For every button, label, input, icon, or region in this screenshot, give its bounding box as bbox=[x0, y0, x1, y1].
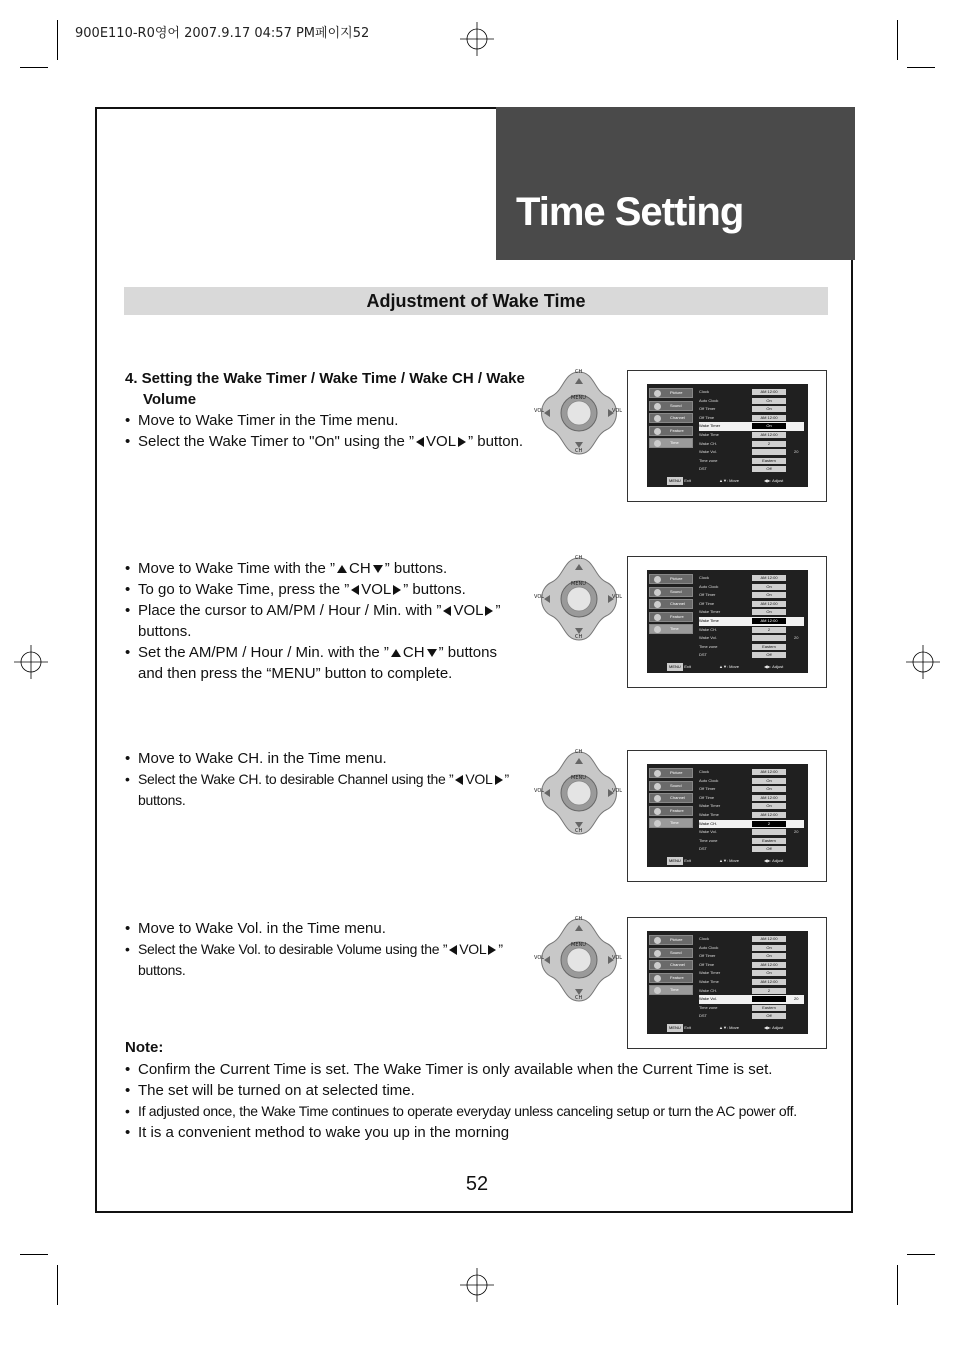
page-title: Time Setting bbox=[516, 190, 744, 234]
osd-row-value: On bbox=[752, 953, 786, 959]
osd-row bbox=[699, 634, 804, 643]
osd-tab-picture bbox=[649, 935, 693, 945]
remote-label-vol: VOL bbox=[534, 788, 545, 794]
osd-row-label: Wake Timer bbox=[699, 803, 721, 809]
osd-row bbox=[699, 995, 804, 1004]
osd-row bbox=[699, 600, 804, 609]
osd-row bbox=[699, 837, 804, 846]
osd-tab-sound bbox=[649, 781, 693, 791]
osd-footer-text: ▲▼: Move bbox=[719, 858, 739, 863]
osd-footer-text: MENU bbox=[669, 478, 681, 483]
osd-tab-label: Picture bbox=[670, 576, 683, 581]
osd-footer-text: MENU bbox=[669, 858, 681, 863]
osd-row-label: Time zone bbox=[699, 643, 718, 649]
osd-tab-label: Channel bbox=[670, 415, 685, 420]
remote-dpad-icon bbox=[534, 748, 624, 838]
registration-mark-icon bbox=[460, 1268, 494, 1302]
osd-tab-label: Picture bbox=[670, 390, 683, 395]
osd-tab-label: Feature bbox=[670, 974, 684, 980]
osd-row bbox=[699, 448, 804, 457]
osd-row bbox=[699, 969, 804, 978]
list-item: • Select the Wake Timer to "On" using the ” VOL ” button. bbox=[125, 431, 545, 452]
osd-row bbox=[699, 422, 804, 431]
osd-row-value: Off bbox=[752, 652, 786, 658]
osd-footer-text: MENU bbox=[669, 1025, 681, 1030]
osd-tab-time bbox=[649, 818, 693, 828]
print-header: 900E110-R0영어 2007.9.17 04:57 PM페이지52 bbox=[75, 26, 370, 41]
osd-row-label: Auto Clock bbox=[699, 944, 719, 950]
osd-row bbox=[699, 961, 804, 970]
osd-row-value: Eastern bbox=[752, 458, 786, 464]
osd-row-label: Off Timer bbox=[699, 786, 716, 792]
osd-row-value: AM 12:00 bbox=[752, 618, 786, 624]
remote-label-vol: VOL bbox=[612, 788, 623, 794]
osd-tab-icon bbox=[654, 808, 661, 815]
down-arrow-icon bbox=[427, 649, 437, 657]
remote-label-menu: MENU bbox=[571, 775, 586, 781]
osd-tab-feature bbox=[649, 426, 693, 436]
list-item: • Move to Wake Time with the ” CH ” buttons. bbox=[125, 558, 525, 579]
osd-row bbox=[699, 768, 804, 777]
osd-footer-text: ◀▶: Adjust bbox=[764, 858, 784, 863]
osd-row-value: On bbox=[752, 398, 786, 404]
left-arrow-icon bbox=[443, 606, 451, 616]
osd-row-label: Time zone bbox=[699, 837, 718, 843]
osd-row-label: Clock bbox=[699, 936, 710, 941]
remote-label-ch: CH bbox=[575, 749, 583, 755]
osd-tab-icon bbox=[654, 937, 661, 944]
osd-row-label: Wake Time bbox=[699, 618, 719, 623]
osd-row-value: AM 12:00 bbox=[752, 389, 786, 395]
osd-row bbox=[699, 626, 804, 635]
crop-mark bbox=[57, 20, 58, 60]
remote-label-vol: VOL bbox=[612, 955, 623, 961]
osd-tab-icon bbox=[654, 576, 661, 583]
osd-footer-text: ▲▼: Move bbox=[719, 1025, 739, 1030]
right-arrow-icon bbox=[488, 945, 496, 955]
osd-row-label: Wake Vol. bbox=[699, 829, 717, 835]
list-item: • To go to Wake Time, press the ” VOL ” buttons. bbox=[125, 579, 525, 600]
remote-label-ch: CH bbox=[575, 555, 583, 561]
osd-row-number: 20 bbox=[794, 449, 799, 455]
osd-row-value: AM 12:00 bbox=[752, 432, 786, 438]
osd-tab-icon bbox=[654, 975, 661, 982]
osd-row-value: AM 12:00 bbox=[752, 601, 786, 607]
osd-footer bbox=[649, 857, 806, 865]
osd-tab-label: Picture bbox=[670, 937, 683, 942]
osd-tab-feature bbox=[649, 973, 693, 983]
osd-row-value: On bbox=[752, 592, 786, 598]
step-title-line1: 4. Setting the Wake Timer / Wake Time / Wake CH / Wake bbox=[125, 370, 525, 387]
note-item: • If adjusted once, the Wake Time continues to operate everyday unless canceling setup or turn the AC power off. bbox=[125, 1101, 825, 1122]
left-arrow-icon bbox=[416, 437, 424, 447]
osd-tab-time bbox=[649, 438, 693, 448]
note-list bbox=[125, 1059, 825, 1143]
remote-label-vol: VOL bbox=[534, 955, 545, 961]
osd-menu bbox=[647, 570, 808, 673]
crop-mark bbox=[897, 1265, 898, 1305]
osd-row-label: Clock bbox=[699, 769, 710, 774]
osd-footer-text: ▲▼: Move bbox=[719, 664, 739, 669]
osd-row-label: Off Time bbox=[699, 794, 715, 800]
note-item: • The set will be turned on at selected time. bbox=[125, 1080, 825, 1101]
osd-row-number: 20 bbox=[794, 829, 799, 835]
osd-row-value: AM 12:00 bbox=[752, 962, 786, 968]
osd-row-value: AM 12:00 bbox=[752, 769, 786, 775]
osd-row-value: Off bbox=[752, 846, 786, 852]
registration-mark-icon bbox=[14, 645, 48, 679]
osd-row-label: Wake CH. bbox=[699, 987, 718, 993]
remote-label-vol: VOL bbox=[534, 408, 545, 414]
osd-row-value: 2 bbox=[752, 821, 786, 827]
osd-row bbox=[699, 405, 804, 414]
osd-footer-text: ▲▼: Move bbox=[719, 478, 739, 483]
osd-footer-text: MENU bbox=[669, 664, 681, 669]
osd-row-label: Off Timer bbox=[699, 406, 716, 412]
osd-row-label: Off Time bbox=[699, 414, 715, 420]
list-item: • Place the cursor to AM/PM / Hour / Min. with ” VOL ” buttons. bbox=[125, 600, 525, 642]
osd-tab-icon bbox=[654, 601, 661, 608]
osd-row-number: 20 bbox=[794, 996, 799, 1002]
remote-label-menu: MENU bbox=[571, 395, 586, 401]
osd-row-value: On bbox=[752, 423, 786, 429]
remote-label-vol: VOL bbox=[612, 594, 623, 600]
osd-row-value bbox=[752, 829, 786, 835]
osd-tab-icon bbox=[654, 987, 661, 994]
osd-row-label: Time zone bbox=[699, 1004, 718, 1010]
osd-row bbox=[699, 802, 804, 811]
osd-row-label: Auto Clock bbox=[699, 397, 719, 403]
osd-row bbox=[699, 388, 804, 397]
osd-footer-text: : Exit bbox=[682, 478, 691, 483]
up-arrow-icon bbox=[391, 649, 401, 657]
osd-tab-icon bbox=[654, 403, 661, 410]
crop-mark bbox=[907, 1254, 935, 1255]
remote-label-menu: MENU bbox=[571, 581, 586, 587]
note-item: • It is a convenient method to wake you up in the morning bbox=[125, 1122, 825, 1143]
osd-tab-channel bbox=[649, 960, 693, 970]
osd-row-label: Auto Clock bbox=[699, 583, 719, 589]
osd-tab-label: Sound bbox=[670, 588, 682, 594]
osd-row-value bbox=[752, 635, 786, 641]
right-arrow-icon bbox=[393, 585, 401, 595]
osd-screenshot bbox=[627, 750, 827, 882]
osd-row bbox=[699, 944, 804, 953]
remote-label-vol: VOL bbox=[534, 594, 545, 600]
osd-tab-label: Picture bbox=[670, 770, 683, 775]
osd-tab-label: Feature bbox=[670, 613, 684, 619]
osd-tab-feature bbox=[649, 612, 693, 622]
osd-screenshot bbox=[627, 556, 827, 688]
osd-row-label: Wake Vol. bbox=[699, 635, 717, 641]
osd-tab-feature bbox=[649, 806, 693, 816]
osd-tab-channel bbox=[649, 413, 693, 423]
osd-row-value: On bbox=[752, 778, 786, 784]
remote-label-vol: VOL bbox=[612, 408, 623, 414]
osd-tab-icon bbox=[654, 950, 661, 957]
list-item: • Move to Wake Vol. in the Time menu. bbox=[125, 918, 525, 939]
osd-row bbox=[699, 794, 804, 803]
osd-row bbox=[699, 431, 804, 440]
osd-row-value: On bbox=[752, 786, 786, 792]
osd-row-value: AM 12:00 bbox=[752, 415, 786, 421]
osd-row-label: DST bbox=[699, 652, 707, 658]
osd-tab-label: Sound bbox=[670, 402, 682, 408]
osd-tab-icon bbox=[654, 626, 661, 633]
remote-label-menu: MENU bbox=[571, 942, 586, 948]
osd-tab-icon bbox=[654, 440, 661, 447]
crop-mark bbox=[897, 20, 898, 60]
osd-tab-icon bbox=[654, 770, 661, 777]
osd-row-value: AM 12:00 bbox=[752, 979, 786, 985]
osd-tab-label: Time bbox=[670, 626, 679, 631]
osd-row bbox=[699, 820, 804, 829]
osd-footer bbox=[649, 663, 806, 671]
remote-dpad-icon bbox=[534, 368, 624, 458]
osd-row bbox=[699, 1012, 804, 1021]
osd-tab-icon bbox=[654, 390, 661, 397]
osd-row-label: Wake Timer bbox=[699, 423, 721, 429]
osd-tab-icon bbox=[654, 415, 661, 422]
osd-row bbox=[699, 651, 804, 660]
osd-row-value: 2 bbox=[752, 988, 786, 994]
block4-text bbox=[125, 918, 525, 981]
osd-tab-label: Sound bbox=[670, 949, 682, 955]
osd-footer-text: ◀▶: Adjust bbox=[764, 478, 784, 483]
remote-label-ch: CH bbox=[575, 995, 583, 1001]
osd-tab-channel bbox=[649, 793, 693, 803]
osd-row-label: Off Time bbox=[699, 600, 715, 606]
block2-text bbox=[125, 558, 525, 684]
title-banner bbox=[496, 107, 855, 260]
osd-tab-label: Time bbox=[670, 987, 679, 992]
osd-row bbox=[699, 397, 804, 406]
osd-menu bbox=[647, 931, 808, 1034]
osd-row bbox=[699, 845, 804, 854]
left-arrow-icon bbox=[455, 775, 463, 785]
remote-label-ch: CH bbox=[575, 634, 583, 640]
osd-row bbox=[699, 457, 804, 466]
crop-mark bbox=[907, 67, 935, 68]
osd-row bbox=[699, 935, 804, 944]
osd-row bbox=[699, 440, 804, 449]
remote-dpad-icon bbox=[534, 554, 624, 644]
remote-label-ch: CH bbox=[575, 369, 583, 375]
osd-row bbox=[699, 777, 804, 786]
osd-row-value: AM 12:00 bbox=[752, 812, 786, 818]
osd-row-value: AM 12:00 bbox=[752, 936, 786, 942]
note-item: • Confirm the Current Time is set. The Wake Timer is only available when the Current Time is set. bbox=[125, 1059, 825, 1080]
osd-tab-sound bbox=[649, 587, 693, 597]
osd-tab-time bbox=[649, 985, 693, 995]
osd-row bbox=[699, 1004, 804, 1013]
step-title bbox=[125, 368, 545, 410]
crop-mark bbox=[20, 1254, 48, 1255]
osd-row-label: Wake Time bbox=[699, 812, 719, 817]
osd-row-value: On bbox=[752, 945, 786, 951]
osd-menu bbox=[647, 764, 808, 867]
osd-row bbox=[699, 987, 804, 996]
osd-row-number: 20 bbox=[794, 635, 799, 641]
osd-row bbox=[699, 608, 804, 617]
list-item: • Set the AM/PM / Hour / Min. with the ” CH ” buttons and then press the “MENU” button to complete. bbox=[125, 642, 525, 684]
osd-row-label: DST bbox=[699, 1013, 707, 1019]
osd-row-value: Eastern bbox=[752, 1005, 786, 1011]
osd-row-value bbox=[752, 996, 786, 1002]
osd-footer-text: ◀▶: Adjust bbox=[764, 664, 784, 669]
osd-row-label: Time zone bbox=[699, 457, 718, 463]
osd-row bbox=[699, 591, 804, 600]
osd-row bbox=[699, 978, 804, 987]
osd-tab-icon bbox=[654, 820, 661, 827]
osd-tab-sound bbox=[649, 948, 693, 958]
osd-screenshot bbox=[627, 917, 827, 1049]
osd-tab-picture bbox=[649, 574, 693, 584]
right-arrow-icon bbox=[485, 606, 493, 616]
osd-tab-icon bbox=[654, 428, 661, 435]
osd-row-label: DST bbox=[699, 466, 707, 472]
list-item: • Move to Wake CH. in the Time menu. bbox=[125, 748, 525, 769]
osd-tab-time bbox=[649, 624, 693, 634]
page-number: 52 bbox=[465, 1173, 489, 1195]
osd-row bbox=[699, 465, 804, 474]
osd-footer-text: : Exit bbox=[682, 1025, 691, 1030]
osd-row bbox=[699, 811, 804, 820]
osd-row-value: AM 12:00 bbox=[752, 795, 786, 801]
crop-mark bbox=[57, 1265, 58, 1305]
osd-row bbox=[699, 785, 804, 794]
remote-label-ch: CH bbox=[575, 916, 583, 922]
osd-row-label: Wake Time bbox=[699, 432, 719, 437]
osd-row-label: Clock bbox=[699, 575, 710, 580]
osd-row-label: Wake Vol. bbox=[699, 449, 717, 455]
osd-row-value: On bbox=[752, 584, 786, 590]
osd-menu bbox=[647, 384, 808, 487]
osd-row-label: Wake CH. bbox=[699, 626, 718, 632]
step-title-line2: Volume bbox=[143, 391, 197, 408]
left-arrow-icon bbox=[449, 945, 457, 955]
osd-footer bbox=[649, 1024, 806, 1032]
osd-tab-label: Feature bbox=[670, 807, 684, 813]
osd-row-value: On bbox=[752, 609, 786, 615]
osd-row bbox=[699, 574, 804, 583]
osd-row-label: Wake CH. bbox=[699, 820, 718, 826]
osd-row-label: Off Time bbox=[699, 961, 715, 967]
osd-row-value: On bbox=[752, 406, 786, 412]
block3-text bbox=[125, 748, 525, 811]
osd-row bbox=[699, 583, 804, 592]
osd-row-value: 2 bbox=[752, 441, 786, 447]
osd-row bbox=[699, 828, 804, 837]
osd-tab-icon bbox=[654, 614, 661, 621]
osd-row bbox=[699, 617, 804, 626]
osd-row bbox=[699, 414, 804, 423]
osd-tab-label: Time bbox=[670, 440, 679, 445]
osd-tab-icon bbox=[654, 795, 661, 802]
remote-dpad-icon bbox=[534, 915, 624, 1005]
osd-row-value: Eastern bbox=[752, 838, 786, 844]
osd-row-label: Wake Vol. bbox=[699, 996, 717, 1002]
registration-mark-icon bbox=[906, 645, 940, 679]
block1-text bbox=[125, 410, 545, 452]
osd-tab-picture bbox=[649, 388, 693, 398]
osd-row-label: Auto Clock bbox=[699, 777, 719, 783]
osd-tab-picture bbox=[649, 768, 693, 778]
osd-row-label: Off Timer bbox=[699, 592, 716, 598]
osd-footer-text: ◀▶: Adjust bbox=[764, 1025, 784, 1030]
list-item: • Move to Wake Timer in the Time menu. bbox=[125, 410, 545, 431]
osd-tab-channel bbox=[649, 599, 693, 609]
right-arrow-icon bbox=[495, 775, 503, 785]
osd-tab-label: Time bbox=[670, 820, 679, 825]
osd-footer bbox=[649, 477, 806, 485]
osd-tab-label: Channel bbox=[670, 601, 685, 606]
remote-label-ch: CH bbox=[575, 828, 583, 834]
osd-tab-label: Feature bbox=[670, 427, 684, 433]
osd-row-label: Wake Time bbox=[699, 979, 719, 984]
up-arrow-icon bbox=[337, 565, 347, 573]
list-item: • Select the Wake Vol. to desirable Volume using the ” VOL ” buttons. bbox=[125, 939, 525, 981]
list-item: • Select the Wake CH. to desirable Channel using the ” VOL ” buttons. bbox=[125, 769, 525, 811]
left-arrow-icon bbox=[351, 585, 359, 595]
registration-mark-icon bbox=[460, 22, 494, 56]
osd-tab-icon bbox=[654, 783, 661, 790]
right-arrow-icon bbox=[458, 437, 466, 447]
osd-row bbox=[699, 952, 804, 961]
osd-row-label: DST bbox=[699, 846, 707, 852]
osd-row-value: On bbox=[752, 803, 786, 809]
osd-row-value: Off bbox=[752, 1013, 786, 1019]
note-title: Note: bbox=[125, 1039, 164, 1056]
osd-row-value: AM 12:00 bbox=[752, 575, 786, 581]
remote-label-ch: CH bbox=[575, 448, 583, 454]
osd-tab-label: Channel bbox=[670, 962, 685, 967]
osd-row-value: On bbox=[752, 970, 786, 976]
osd-row-label: Off Timer bbox=[699, 953, 716, 959]
down-arrow-icon bbox=[373, 565, 383, 573]
osd-tab-icon bbox=[654, 589, 661, 596]
osd-row-value: Off bbox=[752, 466, 786, 472]
osd-tab-label: Channel bbox=[670, 795, 685, 800]
osd-row-value bbox=[752, 449, 786, 455]
osd-row-value: Eastern bbox=[752, 644, 786, 650]
osd-screenshot bbox=[627, 370, 827, 502]
osd-footer-text: : Exit bbox=[682, 858, 691, 863]
osd-tab-label: Sound bbox=[670, 782, 682, 788]
osd-tab-sound bbox=[649, 401, 693, 411]
section-heading: Adjustment of Wake Time bbox=[366, 291, 586, 311]
osd-row bbox=[699, 643, 804, 652]
osd-row-label: Wake Timer bbox=[699, 609, 721, 615]
osd-row-label: Clock bbox=[699, 389, 710, 394]
osd-tab-icon bbox=[654, 962, 661, 969]
osd-row-label: Wake Timer bbox=[699, 970, 721, 976]
osd-footer-text: : Exit bbox=[682, 664, 691, 669]
crop-mark bbox=[20, 67, 48, 68]
osd-row-value: 2 bbox=[752, 627, 786, 633]
osd-row-label: Wake CH. bbox=[699, 440, 718, 446]
